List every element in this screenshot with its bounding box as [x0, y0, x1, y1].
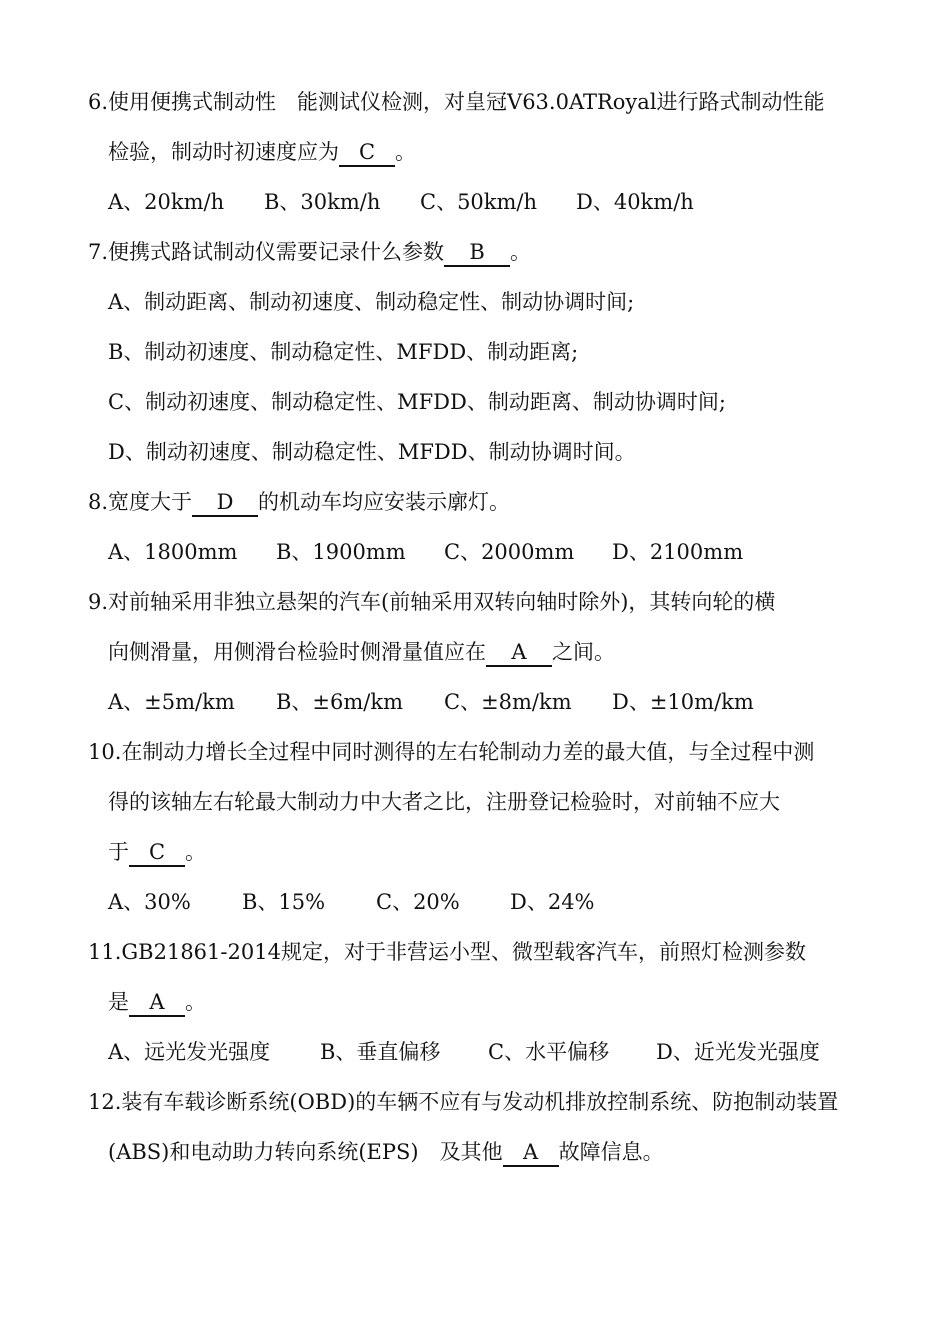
answer-blank: C — [339, 139, 395, 167]
option: A、30% — [108, 890, 191, 914]
question-10-line-3: 于 C 。 — [108, 838, 206, 866]
option: B、垂直偏移 — [320, 1040, 441, 1064]
option: A、1800mm — [108, 540, 238, 564]
question-11-line-1: 11.GB21861-2014规定，对于非营运小型、微型载客汽车，前照灯检测参数 — [88, 940, 806, 964]
answer-blank: A — [486, 639, 552, 667]
question-8-options — [108, 538, 743, 566]
question-6-line-1: 6.使用便携式制动性 能测试仪检测，对皇冠V63.0ATRoyal进行路式制动性能 — [88, 90, 825, 114]
question-6-line-2: 检验，制动时初速度应为 C 。 — [108, 138, 416, 166]
question-11-options — [108, 1038, 820, 1066]
question-10-line-2: 得的该轴左右轮最大制动力中大者之比，注册登记检验时，对前轴不应大 — [108, 790, 780, 814]
option: C、20% — [376, 890, 460, 914]
option: B、30km/h — [264, 190, 381, 214]
question-7-option-a: A、制动距离、制动初速度、制动稳定性、制动协调时间; — [108, 290, 635, 314]
option: D、2100mm — [612, 540, 744, 564]
question-9-line-2: 向侧滑量，用侧滑台检验时侧滑量值应在 A 之间。 — [108, 638, 615, 666]
option: A、20km/h — [108, 190, 225, 214]
question-8-line-1: 8.宽度大于 D 的机动车均应安装示廓灯。 — [88, 488, 510, 516]
answer-blank: B — [444, 239, 510, 267]
option: C、水平偏移 — [488, 1040, 610, 1064]
option: D、40km/h — [576, 190, 694, 214]
question-7-line-1: 7.便携式路试制动仪需要记录什么参数 B 。 — [88, 238, 531, 266]
question-12-line-1: 12.装有车载诊断系统(OBD)的车辆不应有与发动机排放控制系统、防抱制动装置 — [88, 1090, 839, 1114]
answer-blank: C — [129, 839, 185, 867]
option: B、15% — [242, 890, 326, 914]
question-7-option-b: B、制动初速度、制动稳定性、MFDD、制动距离; — [108, 340, 579, 364]
question-9-line-1: 9.对前轴采用非独立悬架的汽车(前轴采用双转向轴时除外)，其转向轮的横 — [88, 590, 776, 614]
option: D、24% — [510, 890, 595, 914]
option: C、±8m/km — [444, 690, 572, 714]
question-10-options — [108, 888, 595, 916]
option: A、±5m/km — [108, 690, 235, 714]
answer-blank: A — [129, 989, 185, 1017]
question-10-line-1: 10.在制动力增长全过程中同时测得的左右轮制动力差的最大值，与全过程中测 — [88, 740, 815, 764]
option: C、2000mm — [444, 540, 575, 564]
answer-blank: D — [192, 489, 258, 517]
option: D、±10m/km — [612, 690, 754, 714]
question-6-options — [108, 188, 694, 216]
option: A、远光发光强度 — [108, 1040, 271, 1064]
question-11-line-2: 是 A 。 — [108, 988, 206, 1016]
option: B、±6m/km — [276, 690, 404, 714]
option: B、1900mm — [276, 540, 406, 564]
question-7-option-c: C、制动初速度、制动稳定性、MFDD、制动距离、制动协调时间; — [108, 390, 726, 414]
option: D、近光发光强度 — [656, 1040, 820, 1064]
question-7-option-d: D、制动初速度、制动稳定性、MFDD、制动协调时间。 — [108, 440, 636, 464]
question-12-line-2: (ABS)和电动助力转向系统(EPS) 及其他 A 故障信息。 — [108, 1138, 664, 1166]
question-9-options — [108, 688, 754, 716]
option: C、50km/h — [420, 190, 538, 214]
answer-blank: A — [503, 1139, 559, 1167]
